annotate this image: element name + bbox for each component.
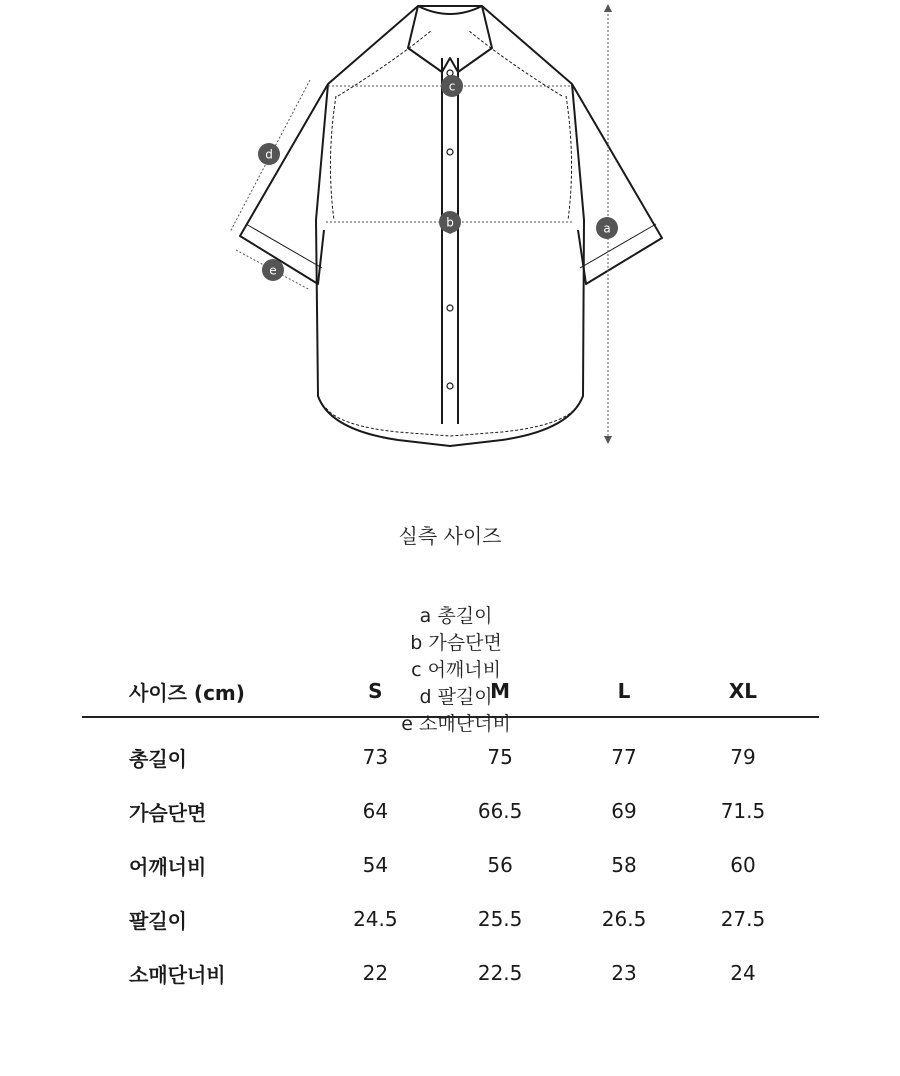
row-label: 총길이: [129, 746, 187, 771]
header-size-s: S: [332, 666, 420, 717]
svg-text:d: d: [265, 147, 273, 162]
legend-label: 팔길이: [437, 686, 493, 708]
svg-text:a: a: [603, 221, 611, 236]
header-size-xl: XL: [667, 666, 819, 717]
row-label: 어깨너비: [129, 854, 207, 879]
shirt-right-sleeve: [572, 84, 662, 284]
row-label: 팔길이: [129, 908, 187, 933]
legend-label: 가슴단면: [428, 632, 502, 654]
table-cell: 75: [487, 745, 513, 769]
svg-text:b: b: [446, 215, 454, 230]
table-cell: 79: [730, 745, 756, 769]
row-label: 가슴단면: [129, 800, 207, 825]
table-row: [82, 946, 819, 1000]
table-cell: 77: [611, 745, 637, 769]
section-title: 실측 사이즈: [398, 524, 502, 548]
table-cell: 71.5: [720, 799, 766, 823]
table-cell: 22: [362, 961, 389, 985]
table-cell: 69: [611, 799, 637, 823]
table-row: [82, 892, 819, 946]
legend-item-b: [410, 632, 502, 654]
legend-item-a: [420, 605, 493, 627]
row-label: 소매단너비: [129, 962, 226, 987]
marker-c: [441, 75, 463, 97]
legend-label: 소매단너비: [419, 713, 511, 735]
table-cell: 60: [730, 853, 756, 877]
table-cell: 54: [362, 853, 389, 877]
legend-key: c: [411, 659, 422, 681]
table-row: [82, 838, 819, 892]
legend-key: d: [419, 686, 432, 708]
header-size-m: M: [419, 666, 581, 717]
legend-label: 총길이: [437, 605, 493, 627]
marker-e: [262, 259, 284, 281]
table-cell: 58: [611, 853, 637, 877]
table-cell: 24.5: [353, 907, 398, 931]
table-cell: 64: [362, 799, 389, 823]
table-cell: 56: [487, 853, 513, 877]
header-size-l: L: [581, 666, 667, 717]
table-cell: 27.5: [720, 907, 766, 931]
table-row: [82, 717, 819, 784]
svg-text:c: c: [448, 79, 456, 94]
legend-key: e: [401, 713, 413, 735]
legend-key: a: [419, 605, 432, 627]
marker-b: [439, 211, 461, 233]
table-cell: 24: [730, 961, 756, 985]
table-cell: 23: [611, 961, 637, 985]
marker-a: [596, 217, 618, 239]
legend-label: 어깨너비: [427, 659, 501, 681]
table-row: [82, 784, 819, 838]
legend-key: b: [410, 632, 423, 654]
shirt-placket: [442, 58, 458, 424]
svg-text:e: e: [269, 263, 277, 278]
marker-d: [258, 143, 280, 165]
table-cell: 22.5: [477, 961, 523, 985]
size-table: [82, 666, 819, 1000]
table-cell: 26.5: [601, 907, 647, 931]
shirt-measurement-diagram: [0, 0, 900, 470]
table-cell: 25.5: [477, 907, 523, 931]
size-table-header: [82, 666, 819, 717]
header-size-unit: 사이즈 (cm): [82, 666, 332, 717]
shirt-left-sleeve: [240, 84, 328, 284]
table-cell: 66.5: [477, 799, 523, 823]
table-cell: 73: [362, 745, 389, 769]
